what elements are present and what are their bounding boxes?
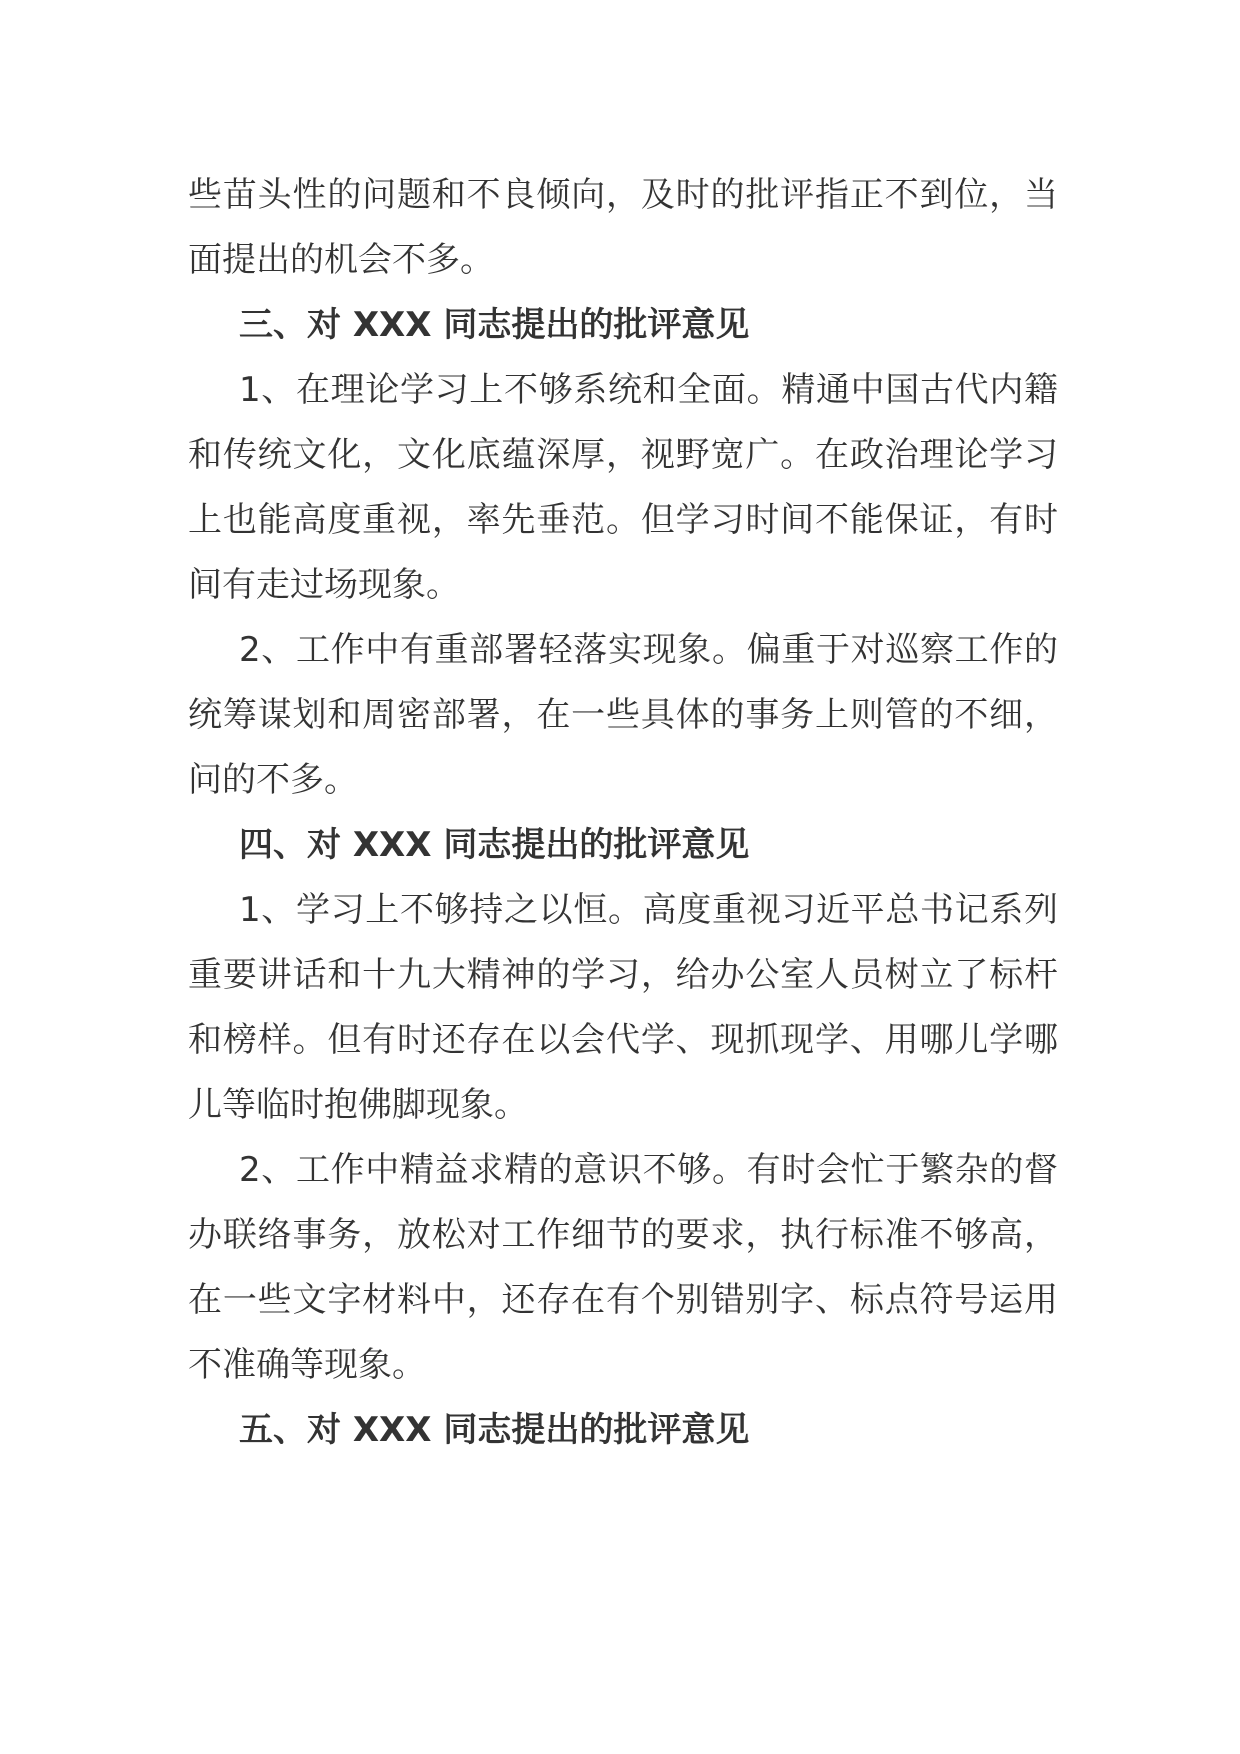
paragraph-line: 间有走过场现象。 (188, 565, 460, 605)
paragraph-line: 和榜样。但有时还存在以会代学、现抓现学、用哪儿学哪 (188, 1020, 1058, 1060)
paragraph-line: 不准确等现象。 (188, 1345, 426, 1385)
paragraph-line: 1、学习上不够持之以恒。高度重视习近平总书记系列 (239, 890, 1058, 930)
section-heading-5: 五、对 XXX 同志提出的批评意见 (239, 1410, 750, 1450)
paragraph-line: 儿等临时抱佛脚现象。 (188, 1085, 528, 1125)
paragraph-line: 2、工作中有重部署轻落实现象。偏重于对巡察工作的 (239, 630, 1058, 670)
paragraph-line: 和传统文化，文化底蕴深厚，视野宽广。在政治理论学习 (188, 435, 1058, 475)
paragraph-line: 办联络事务，放松对工作细节的要求，执行标准不够高， (188, 1215, 1058, 1255)
paragraph-line: 在一些文字材料中，还存在有个别错别字、标点符号运用 (188, 1280, 1058, 1320)
paragraph-line: 问的不多。 (188, 760, 358, 800)
paragraph-continuation-line: 些苗头性的问题和不良倾向，及时的批评指正不到位，当 (188, 175, 1058, 215)
section-heading-4: 四、对 XXX 同志提出的批评意见 (239, 825, 750, 865)
document-body (188, 163, 1058, 1463)
paragraph-line: 1、在理论学习上不够系统和全面。精通中国古代内籍 (239, 370, 1058, 410)
paragraph-line: 上也能高度重视，率先垂范。但学习时间不能保证，有时 (188, 500, 1058, 540)
paragraph-continuation-line: 面提出的机会不多。 (188, 240, 494, 280)
paragraph-line: 重要讲话和十九大精神的学习，给办公室人员树立了标杆 (188, 955, 1058, 995)
paragraph-line: 2、工作中精益求精的意识不够。有时会忙于繁杂的督 (239, 1150, 1058, 1190)
paragraph-line: 统筹谋划和周密部署，在一些具体的事务上则管的不细， (188, 695, 1058, 735)
section-heading-3: 三、对 XXX 同志提出的批评意见 (239, 305, 750, 345)
